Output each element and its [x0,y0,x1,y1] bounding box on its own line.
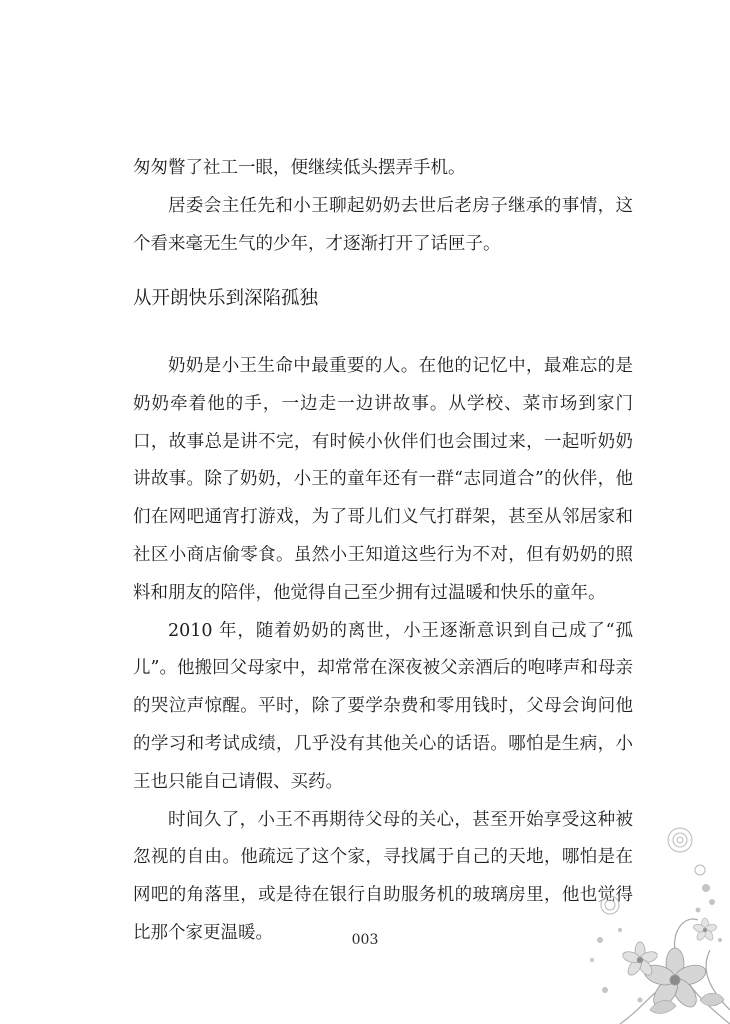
intro-paragraph-2: 居委会主任先和小王聊起奶奶去世后老房子继承的事情，这个看来毫无生气的少年，才逐渐打开了话匣子。 [133,195,633,254]
body-paragraph-3: 时间久了，小王不再期待父母的关心，甚至开始享受这种被忽视的自由。他疏远了这个家，寻找属于自己的天地，哪怕是在网吧的角落里，或是待在银行自助服务机的玻璃房里，他也觉得比那个家更温暖。 [133,809,633,943]
intro-text [133,150,633,263]
section-body [133,348,633,953]
body-paragraph-2: 2010 年，随着奶奶的离世，小王逐渐意识到自己成了“孤儿”。他搬回父母家中，却常常在深夜被父亲酒后的咆哮声和母亲的哭泣声惊醒。平时，除了要学杂费和零用钱时，父母会询问他的学习和考试成绩，几乎没有其他关心的话语。哪怕是生病，小王也只能自己请假、买药。 [133,620,633,792]
flower-decoration-icon [580,810,730,1024]
page-number: 003 [351,932,379,948]
intro-paragraph-1: 匆匆瞥了社工一眼，便继续低头摆弄手机。 [133,158,466,178]
section-heading: 从开朗快乐到深陷孤独 [133,288,319,309]
body-paragraph-1: 奶奶是小王生命中最重要的人。在他的记忆中，最难忘的是奶奶牵着他的手，一边走一边讲故事。从学校、菜市场到家门口，故事总是讲不完，有时候小伙伴们也会围过来，一起听奶奶讲故事。除了奶奶，小王的童年还有一群“志同道合”的伙伴，他们在网吧通宵打游戏，为了哥儿们义气打群架，甚至从邻居家和社区小商店偷零食。虽然小王知道这些行为不对，但有奶奶的照料和朋友的陪伴，他觉得自己至少拥有过温暖和快乐的童年。 [133,356,633,603]
